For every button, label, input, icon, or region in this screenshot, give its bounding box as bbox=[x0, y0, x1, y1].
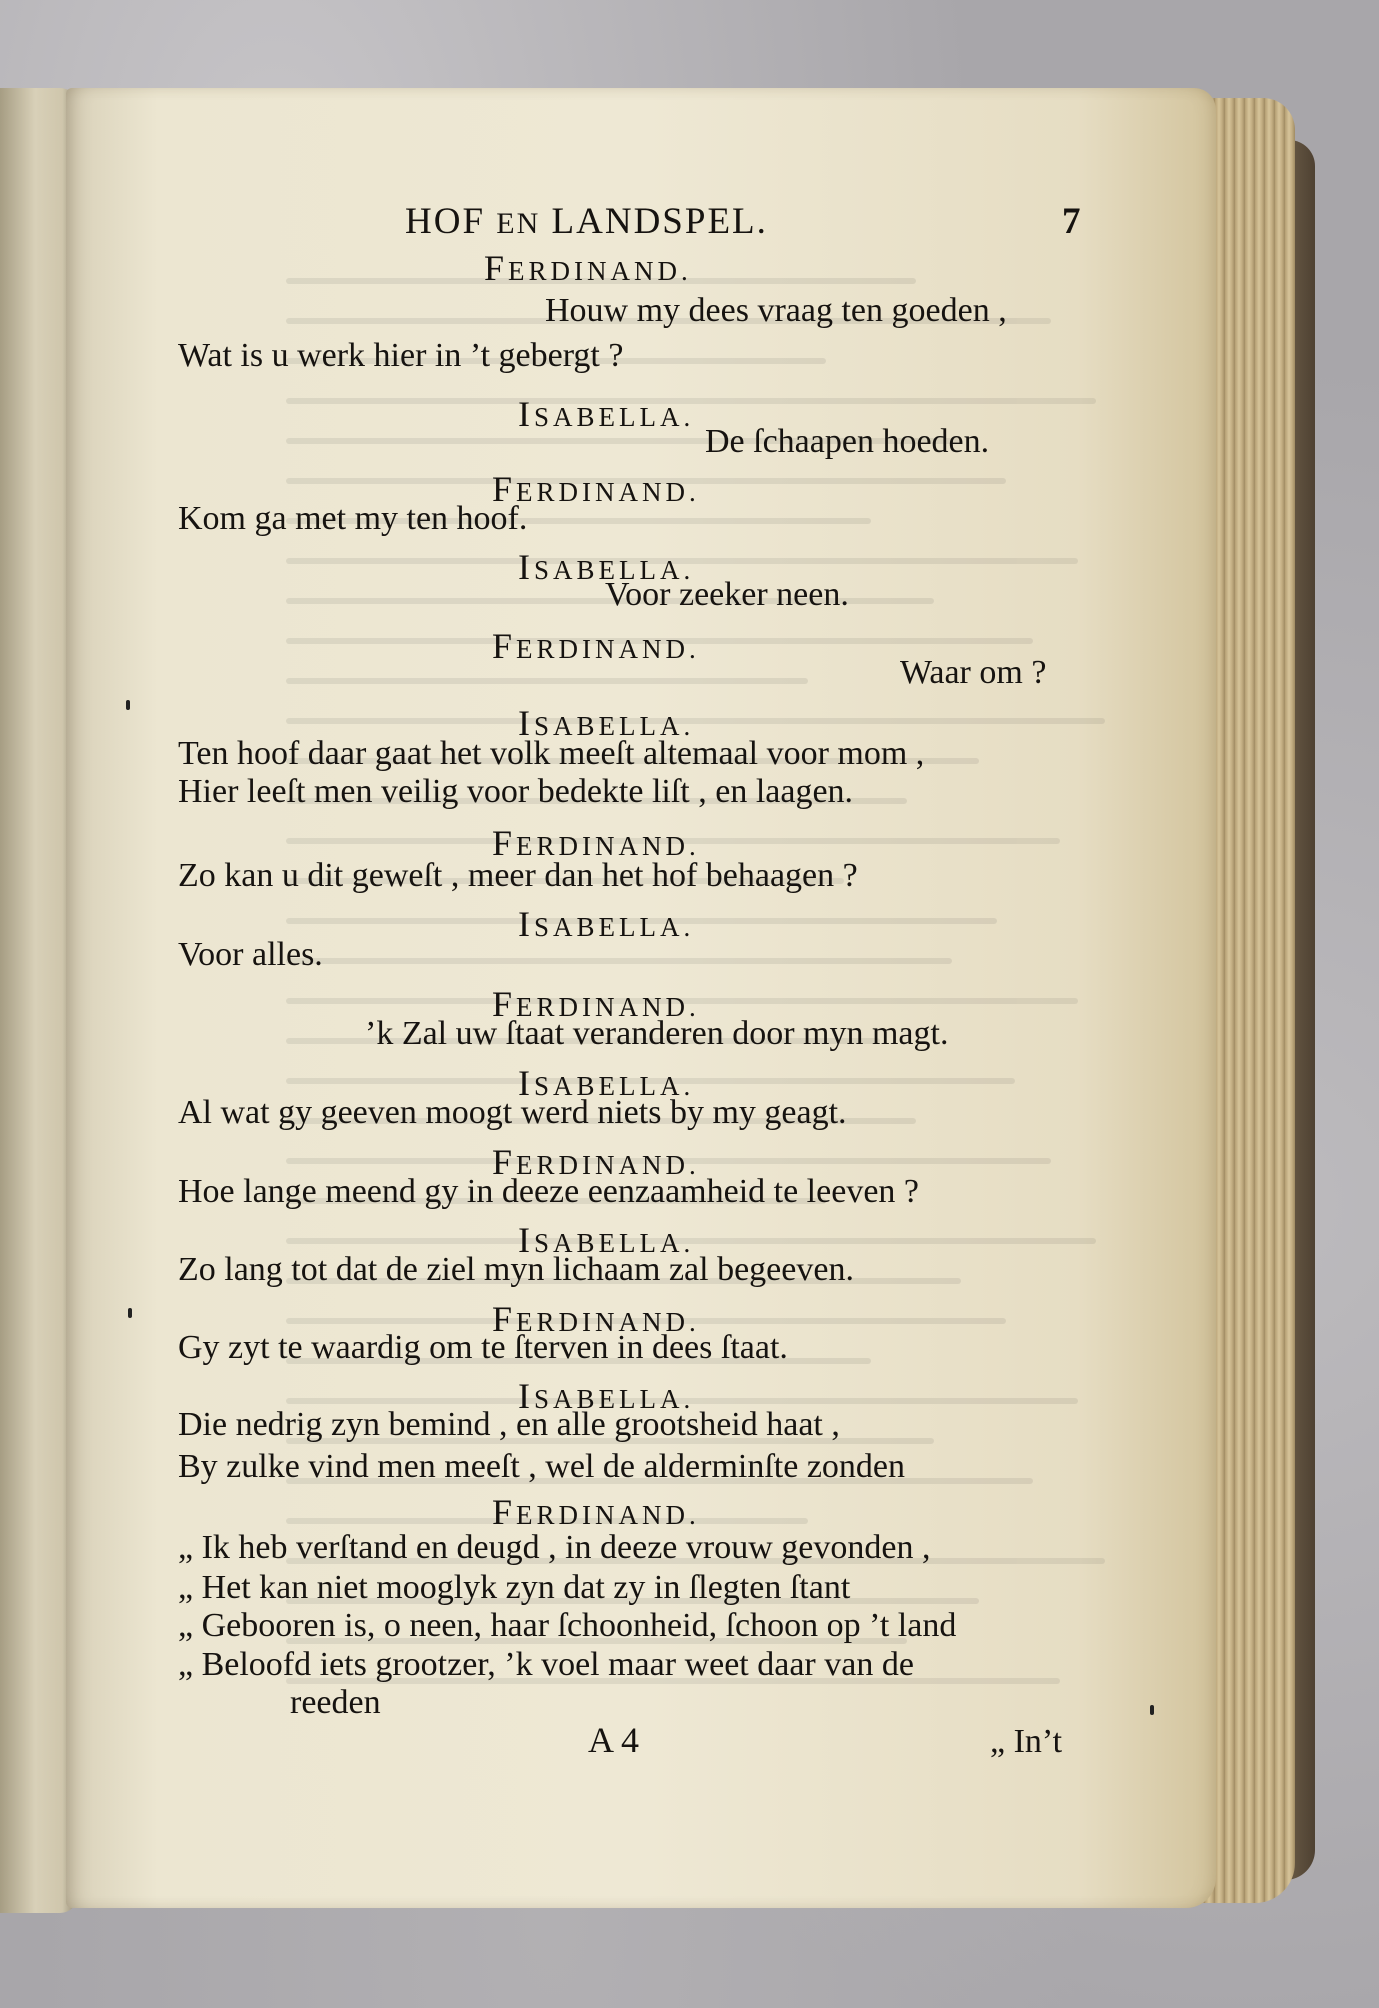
speaker-name: ISABELLA. bbox=[518, 1376, 695, 1416]
verse-line: „ Gebooren is, o neen, haar ſchoonheid, ſchoon op ’t land bbox=[178, 1607, 957, 1644]
speaker-name: ISABELLA. bbox=[518, 394, 695, 434]
ink-mark bbox=[126, 700, 130, 710]
ink-mark bbox=[128, 1308, 132, 1318]
verse-line: „ Beloofd iets grootzer, ’k voel maar weet daar van de bbox=[178, 1646, 914, 1683]
verse-line: Wat is u werk hier in ’t gebergt ? bbox=[178, 337, 624, 374]
running-head bbox=[405, 202, 768, 244]
verse-line: Houw my dees vraag ten goeden , bbox=[545, 292, 1007, 329]
verse-line: Die nedrig zyn bemind , en alle grootsheid haat , bbox=[178, 1406, 840, 1443]
running-head-word: EN bbox=[496, 207, 541, 240]
verse-line: De ſchaapen hoeden. bbox=[705, 423, 990, 460]
speaker-name: FERDINAND. bbox=[492, 984, 700, 1024]
speaker-name: FERDINAND. bbox=[492, 1492, 700, 1532]
speaker-name: FERDINAND. bbox=[492, 1299, 700, 1339]
verse-line: Ten hoof daar gaat het volk meeſt altemaal voor mom , bbox=[178, 735, 925, 772]
speaker-name: FERDINAND. bbox=[492, 469, 700, 509]
verse-line: Voor zeeker neen. bbox=[605, 576, 849, 613]
speaker-name: ISABELLA. bbox=[518, 904, 695, 944]
verse-line: By zulke vind men meeſt , wel de alderminſte zonden bbox=[178, 1448, 905, 1485]
catchword: „ In’t bbox=[990, 1723, 1063, 1760]
signature-mark: A 4 bbox=[588, 1720, 640, 1760]
verse-line: Zo lang tot dat de ziel myn lichaam zal begeeven. bbox=[178, 1251, 854, 1288]
running-head-word: HOF bbox=[405, 201, 486, 242]
running-head-word: LANDSPEL. bbox=[551, 201, 768, 242]
verse-line: „ Het kan niet mooglyk zyn dat zy in ſlegten ſtant bbox=[178, 1569, 851, 1606]
verse-line: reeden bbox=[290, 1684, 381, 1721]
verse-line: Hier leeſt men veilig voor bedekte liſt , en laagen. bbox=[178, 773, 854, 810]
verse-line: Al wat gy geeven moogt werd niets by my geagt. bbox=[178, 1094, 847, 1131]
verse-line: ’k Zal uw ſtaat veranderen door myn magt. bbox=[365, 1015, 949, 1052]
speaker-name: FERDINAND. bbox=[492, 1142, 700, 1182]
page-number: 7 bbox=[1062, 201, 1083, 242]
verse-line: „ Ik heb verſtand en deugd , in deeze vrouw gevonden , bbox=[178, 1529, 931, 1566]
verse-line: Gy zyt te waardig om te ſterven in dees ſtaat. bbox=[178, 1329, 788, 1366]
speaker-name: ISABELLA. bbox=[518, 1220, 695, 1260]
speaker-name: FERDINAND. bbox=[484, 248, 692, 288]
verse-line: Waar om ? bbox=[900, 654, 1047, 691]
verse-line: Hoe lange meend gy in deeze eenzaamheid te leeven ? bbox=[178, 1173, 919, 1210]
verse-line: Zo kan u dit geweſt , meer dan het hof behaagen ? bbox=[178, 857, 858, 894]
speaker-name: ISABELLA. bbox=[518, 703, 695, 743]
speaker-name: FERDINAND. bbox=[492, 626, 700, 666]
speaker-name: ISABELLA. bbox=[518, 547, 695, 587]
ink-mark bbox=[1150, 1705, 1154, 1715]
speaker-name: ISABELLA. bbox=[518, 1063, 695, 1103]
verse-line: Kom ga met my ten hoof. bbox=[178, 500, 528, 537]
speaker-name: FERDINAND. bbox=[492, 823, 700, 863]
verse-line: Voor alles. bbox=[178, 936, 323, 973]
